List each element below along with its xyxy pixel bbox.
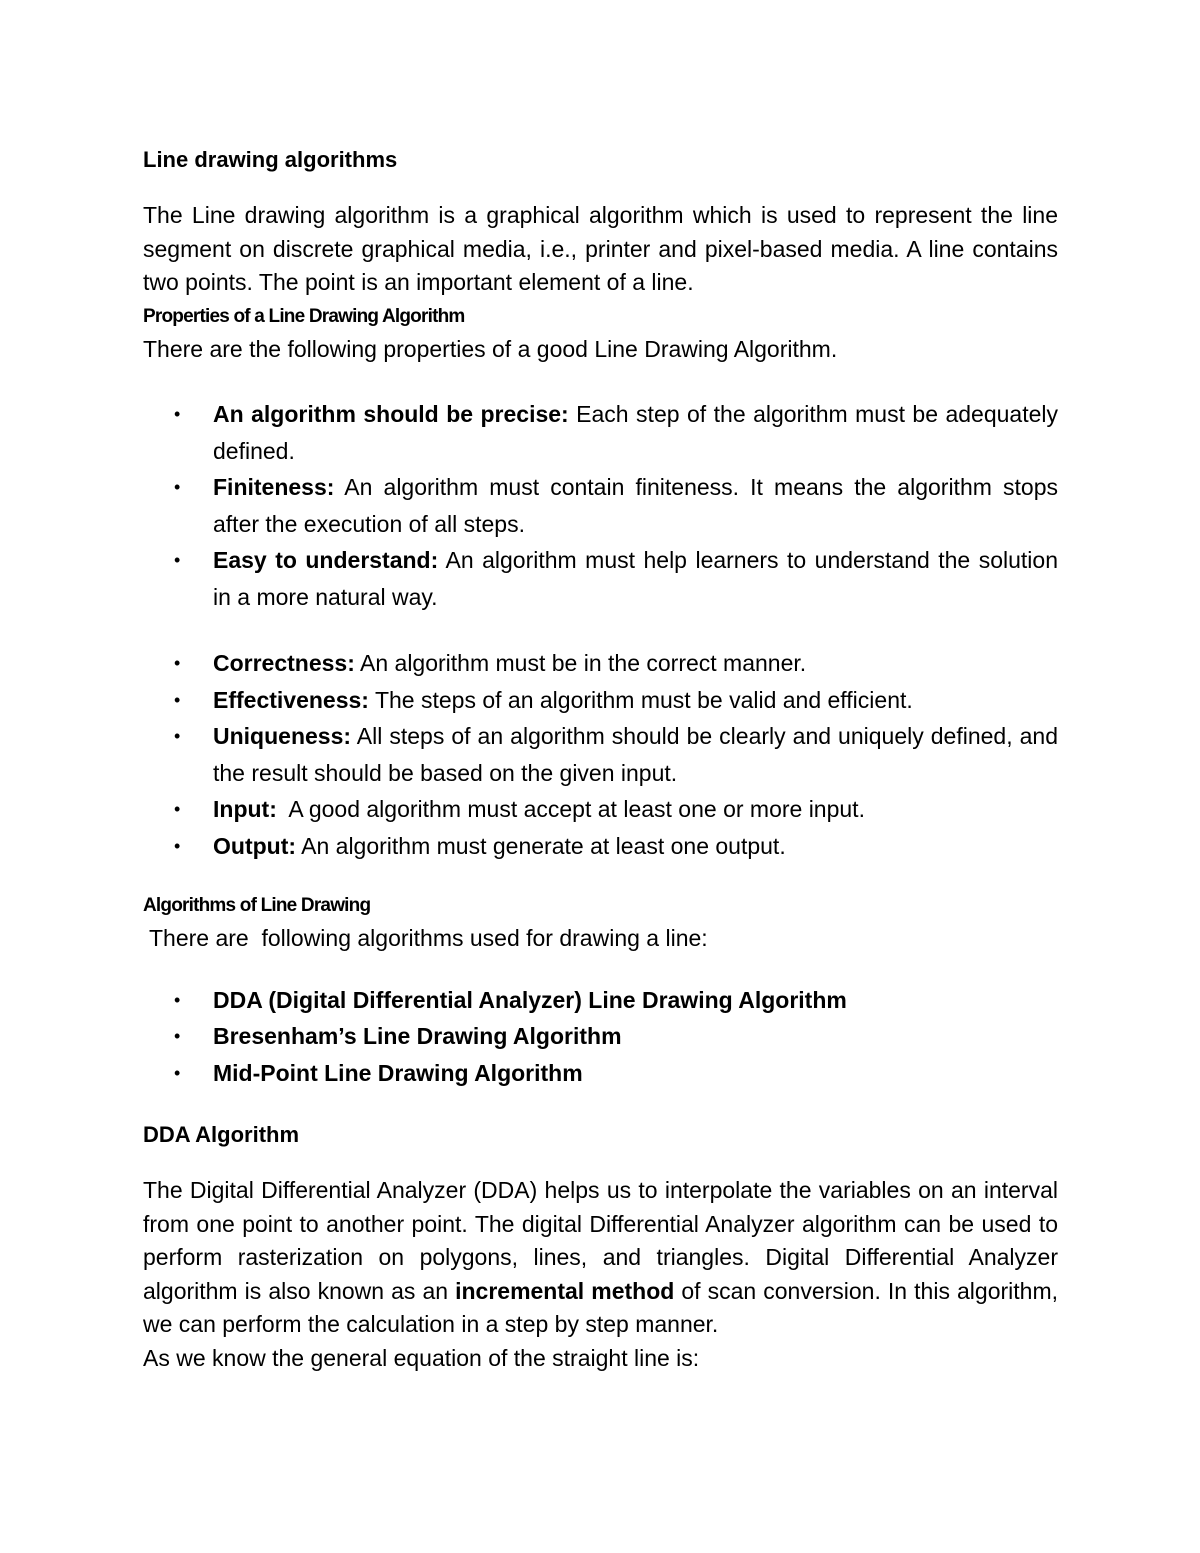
- list-item: [213, 396, 1058, 469]
- list-item-text: All steps of an algorithm should be clearly and uniquely defined, and the result should be based on the given input.: [213, 723, 1058, 786]
- list-item-text: An algorithm must help learners to understand the solution in a more natural way.: [213, 547, 1058, 610]
- list-item-term: Finiteness:: [213, 474, 335, 500]
- intro-paragraph: The Line drawing algorithm is a graphical algorithm which is used to represent the line segment on discrete graphical media, i.e., printer and pixel-based media. A line contains two points. The point is an important element of a line.: [143, 202, 1058, 295]
- list-item-text: Each step of the algorithm must be adequately defined.: [213, 401, 1059, 464]
- algorithms-lead: There are following algorithms used for drawing a line:: [149, 925, 708, 951]
- list-item: [213, 1018, 1058, 1055]
- list-item-text: An algorithm must contain finiteness. It means the algorithm stops after the execution of all steps.: [213, 474, 1058, 537]
- list-item: [213, 645, 1058, 682]
- list-item-text: A good algorithm must accept at least one or more input.: [276, 796, 865, 822]
- algorithms-list: [143, 982, 1058, 1092]
- list-item-term: Output:: [213, 832, 297, 859]
- list-item: [213, 682, 1058, 719]
- algorithm-name: Bresenham’s Line Drawing Algorithm: [213, 1023, 622, 1049]
- list-item: [213, 791, 1058, 828]
- list-item-text: The steps of an algorithm must be valid and efficient.: [368, 686, 913, 713]
- algorithm-name: Mid-Point Line Drawing Algorithm: [213, 1059, 583, 1086]
- list-item-term: Easy to understand:: [213, 547, 439, 573]
- algorithms-heading: Algorithms of Line Drawing: [143, 895, 371, 916]
- list-item-text: An algorithm must generate at least one output.: [296, 832, 786, 859]
- document-page: [143, 138, 1058, 1375]
- list-item-term: Effectiveness:: [213, 686, 369, 713]
- dda-heading: DDA Algorithm: [143, 1122, 300, 1147]
- list-item-term: Correctness:: [213, 650, 355, 676]
- document-title: Line drawing algorithms: [143, 147, 398, 172]
- dda-closing: As we know the general equation of the straight line is:: [143, 1344, 700, 1371]
- properties-list-1: [143, 396, 1058, 615]
- list-item-term: Uniqueness:: [213, 723, 352, 749]
- list-item: [213, 982, 1058, 1019]
- list-item: [213, 828, 1058, 865]
- properties-heading: Properties of a Line Drawing Algorithm: [143, 305, 465, 327]
- list-item: [213, 1055, 1058, 1092]
- list-item: [213, 542, 1058, 615]
- properties-list-2: [143, 645, 1058, 864]
- list-item-term: An algorithm should be precise:: [213, 401, 569, 427]
- properties-lead: There are the following properties of a good Line Drawing Algorithm.: [143, 335, 838, 362]
- dda-paragraph: The Digital Differential Analyzer (DDA) helps us to interpolate the variables on an interval from one point to another point. The digital Differential Analyzer algorithm can be used to perform rasterization on polygons, lines, and triangles. Digital Differential Analyzer algorithm is also known as an incremental method of scan conversion. In this algorithm, we can perform the calculation in a step by step manner.: [143, 1177, 1058, 1337]
- list-item-text: An algorithm must be in the correct manner.: [354, 650, 807, 676]
- list-item-term: Input:: [213, 796, 277, 822]
- algorithm-name: DDA (Digital Differential Analyzer) Line Drawing Algorithm: [213, 986, 847, 1013]
- list-item: [213, 469, 1058, 542]
- list-item: [213, 718, 1058, 791]
- dda-bold-term: incremental method: [455, 1277, 675, 1304]
